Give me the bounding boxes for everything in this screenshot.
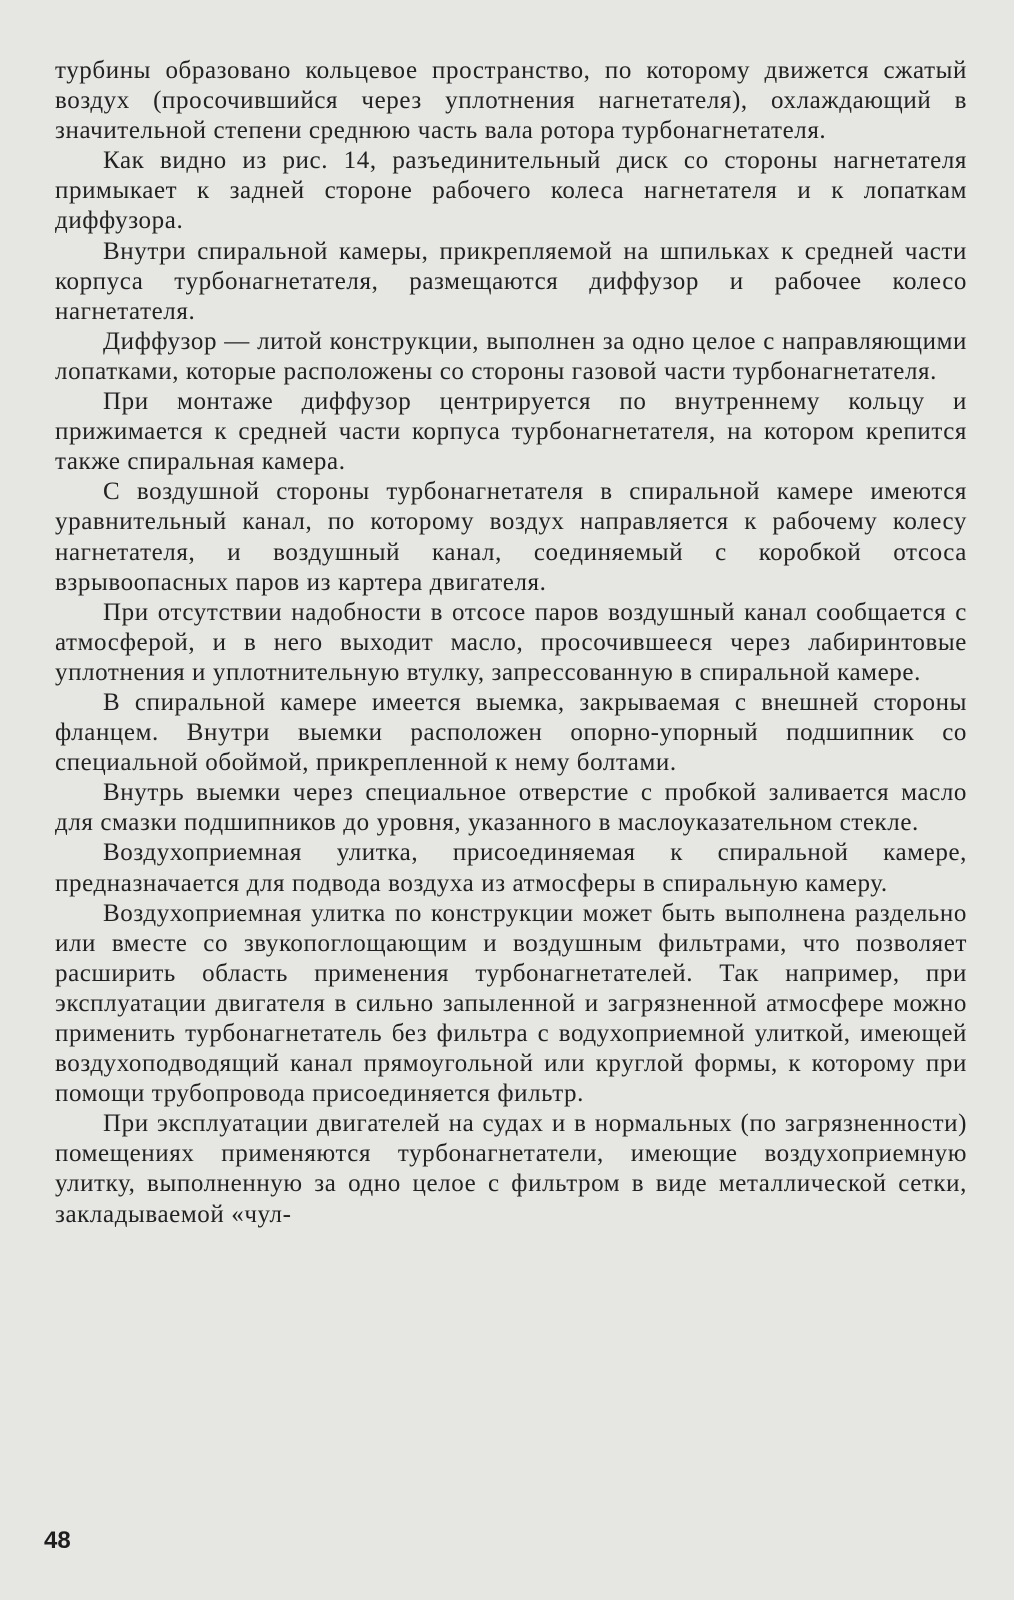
paragraph: Диффузор — литой конструкции, выполнен за одно целое с направляющими лопатками, которые расположены со стороны газовой части турбонагнетателя. bbox=[55, 327, 967, 385]
paragraph: При отсутствии надобности в отсосе паров воздушный канал сообщается с атмосферой, и в него выходит масло, просочившееся через лабиринтовые уплотнения и уплотнительную втулку, запрессованную в спиральной камере. bbox=[55, 598, 967, 686]
paragraph: В спиральной камере имеется выемка, закрываемая с внешней стороны фланцем. Внутри выемки расположен опорно-упорный подшипник со специальной обоймой, прикрепленной к нему болтами. bbox=[55, 688, 967, 777]
paragraph: Воздухоприемная улитка, присоединяемая к спиральной камере, предназначается для подвода воздуха из атмосферы в спиральную камеру. bbox=[55, 839, 967, 897]
paragraph: С воздушной стороны турбонагнетателя в спиральной камере имеются уравнительный канал, по которому воздух направляется к рабочему колесу нагнетателя, и воздушный канал, соединяемый с коробкой отсоса взрывоопасных паров из картера двигателя. bbox=[55, 478, 967, 596]
paragraph: При эксплуатации двигателей на судах и в нормальных (по загрязненности) помещениях применяются турбонагнетатели, имеющие воздухоприемную улитку, выполненную за одно целое с фильтром в виде металлической сетки, закладываемой «чул- bbox=[55, 1110, 967, 1228]
paragraph: Воздухоприемная улитка по конструкции может быть выполнена раздельно или вместе со звукопоглощающим и воздушным фильтрами, что позволяет расширить область применения турбонагнетателей. Так например, при эксплуатации двигателя в сильно запыленной и загрязненной атмосфере можно применить турбонагнетатель без фильтра с водухоприемной улиткой, имеющей воздухоподводящий канал прямоугольной или круглой формы, к которому при помощи трубопровода присоединяется фильтр. bbox=[55, 899, 967, 1108]
page-number: 48 bbox=[44, 1527, 71, 1554]
paragraph-continuation: турбины образовано кольцевое пространство, по которому движется сжатый воздух (просочившийся через уплотнения нагнетателя), охлаждающий в значительной степени среднюю часть вала ротора турбонагнетателя. bbox=[55, 57, 967, 145]
paragraph: При монтаже диффузор центрируется по внутреннему кольцу и прижимается к средней части корпуса турбонагнетателя, на котором крепится также спиральная камера. bbox=[55, 388, 967, 476]
paragraph: Внутри спиральной камеры, прикрепляемой на шпильках к средней части корпуса турбонагнетателя, размещаются диффузор и рабочее колесо нагнетателя. bbox=[55, 237, 967, 325]
paragraph: Как видно из рис. 14, разъединительный диск со стороны нагнетателя примыкает к задней стороне рабочего колеса нагнетателя и к лопаткам диффузора. bbox=[55, 147, 967, 235]
paragraph: Внутрь выемки через специальное отверстие с пробкой заливается масло для смазки подшипников до уровня, указанного в маслоуказательном стекле. bbox=[55, 779, 967, 837]
body-text bbox=[55, 56, 967, 1230]
